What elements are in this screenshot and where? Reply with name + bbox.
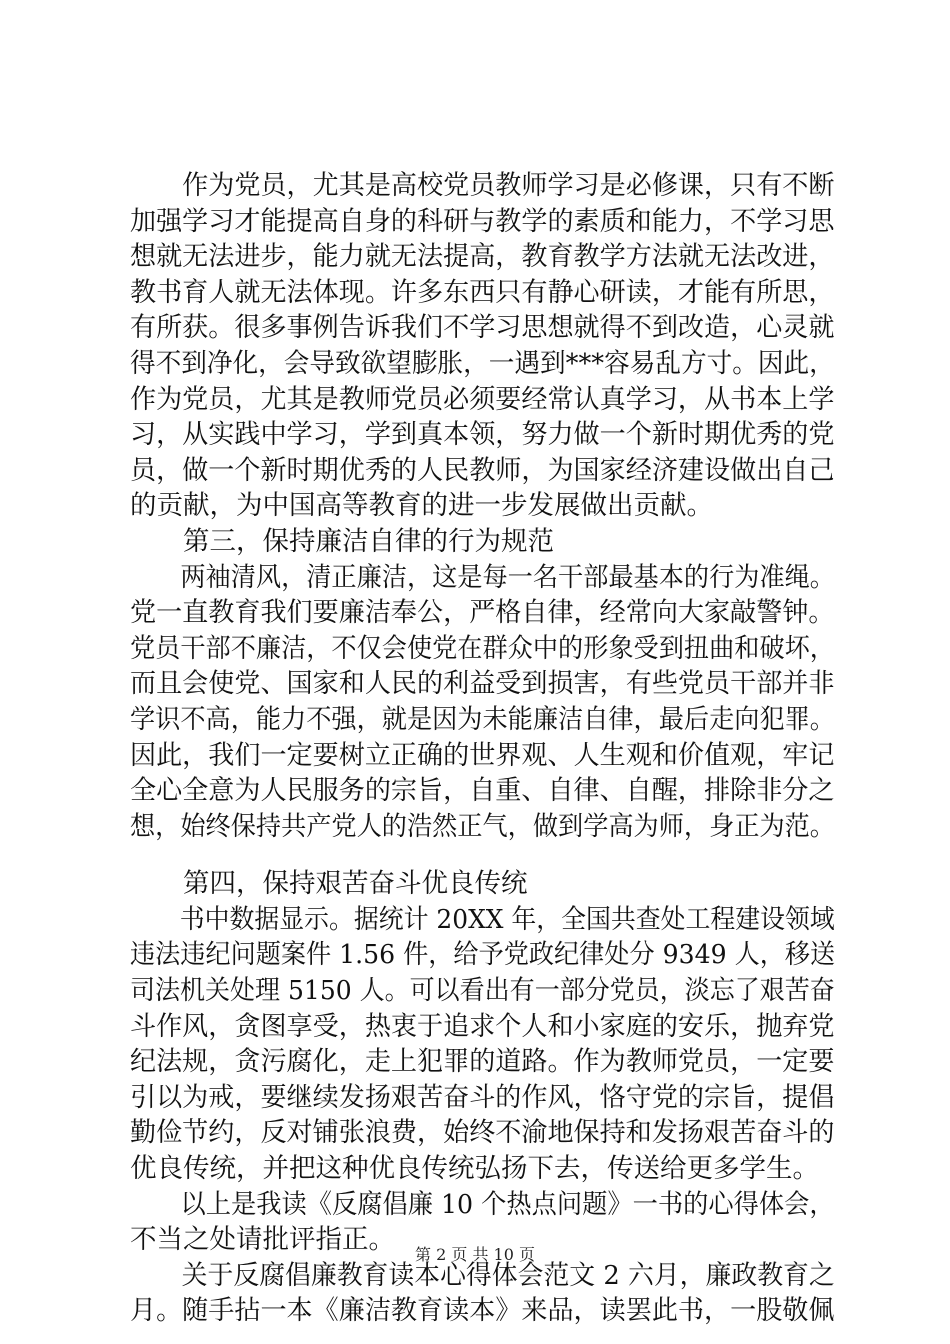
paragraph xyxy=(130,168,835,524)
paragraph-spacer xyxy=(130,844,835,866)
text-line: 两袖清风，清正廉洁，这是每一名干部最基本的行为准绳。 xyxy=(130,561,835,593)
text-line: 纪法规，贪污腐化，走上犯罪的道路。作为教师党员，一定要 xyxy=(130,1046,835,1078)
text-line: 关于反腐倡廉教育读本心得体会范文 2 六月，廉政教育之 xyxy=(130,1259,835,1291)
text-line: 书中数据显示。据统计 20XX 年，全国共查处工程建设领域 xyxy=(130,903,835,935)
text-line: 的贡献，为中国高等教育的进一步发展做出贡献。 xyxy=(130,490,713,522)
text-line: 教书育人就无法体现。许多东西只有静心研读，才能有所思， xyxy=(130,276,835,308)
text-line: 斗作风，贪图享受，热衷于追求个人和小家庭的安乐，抛弃党 xyxy=(130,1010,835,1042)
document-body xyxy=(130,168,835,1329)
paragraph xyxy=(130,1258,835,1329)
text-line: 学识不高，能力不强，就是因为未能廉洁自律，最后走向犯罪。 xyxy=(130,703,835,735)
text-line: 加强学习才能提高自身的科研与教学的素质和能力，不学习思 xyxy=(130,205,835,237)
paragraph xyxy=(130,866,835,902)
text-line: 月。随手拈一本《廉洁教育读本》来品，读罢此书，一股敬佩 xyxy=(130,1295,835,1327)
text-line: 违法违纪问题案件 1.56 件，给予党政纪律处分 9349 人，移送 xyxy=(130,939,836,971)
text-line: 第四，保持艰苦奋斗优良传统 xyxy=(130,868,528,900)
text-line: 习，从实践中学习，学到真本领，努力做一个新时期优秀的党 xyxy=(130,419,835,451)
paragraph xyxy=(130,524,835,560)
text-line: 以上是我读《反腐倡廉 10 个热点问题》一书的心得体会， xyxy=(130,1188,835,1220)
text-line: 不当之处请批评指正。 xyxy=(130,1224,395,1256)
page-footer: 第 2 页 共 10 页 xyxy=(415,1245,535,1264)
text-line: 作为党员，尤其是高校党员教师学习是必修课，只有不断 xyxy=(130,170,835,201)
paragraph-container xyxy=(130,168,835,1329)
text-line: 想就无法进步，能力就无法提高，教育教学方法就无法改进， xyxy=(130,241,835,273)
paragraph xyxy=(130,902,835,1187)
text-line: 想，始终保持共产党人的浩然正气，做到学高为师，身正为范。 xyxy=(130,810,835,842)
text-line: 全心全意为人民服务的宗旨，自重、自律、自醒，排除非分之 xyxy=(130,775,835,807)
text-line: 司法机关处理 5150 人。可以看出有一部分党员，淡忘了艰苦奋 xyxy=(130,975,835,1007)
text-line: 作为党员，尤其是教师党员必须要经常认真学习，从书本上学 xyxy=(130,383,835,415)
paragraph xyxy=(130,560,835,845)
text-line: 党一直教育我们要廉洁奉公，严格自律，经常向大家敲警钟。 xyxy=(130,597,835,629)
text-line: 有所获。很多事例告诉我们不学习思想就得不到改造，心灵就 xyxy=(130,312,835,344)
text-line: 优良传统，并把这种优良传统弘扬下去，传送给更多学生。 xyxy=(130,1153,819,1185)
text-line: 引以为戒，要继续发扬艰苦奋斗的作风，恪守党的宗旨，提倡 xyxy=(130,1081,835,1113)
text-line: 党员干部不廉洁，不仅会使党在群众中的形象受到扭曲和破坏， xyxy=(130,632,835,664)
text-line: 得不到净化，会导致欲望膨胀，一遇到***容易乱方寸。因此， xyxy=(130,347,835,379)
text-line: 而且会使党、国家和人民的利益受到损害，有些党员干部并非 xyxy=(130,668,835,700)
text-line: 勤俭节约，反对铺张浪费，始终不渝地保持和发扬艰苦奋斗的 xyxy=(130,1117,835,1149)
text-line: 第三，保持廉洁自律的行为规范 xyxy=(130,525,554,557)
text-line: 因此，我们一定要树立正确的世界观、人生观和价值观，牢记 xyxy=(130,739,835,771)
text-line: 员，做一个新时期优秀的人民教师，为国家经济建设做出自己 xyxy=(130,454,835,486)
